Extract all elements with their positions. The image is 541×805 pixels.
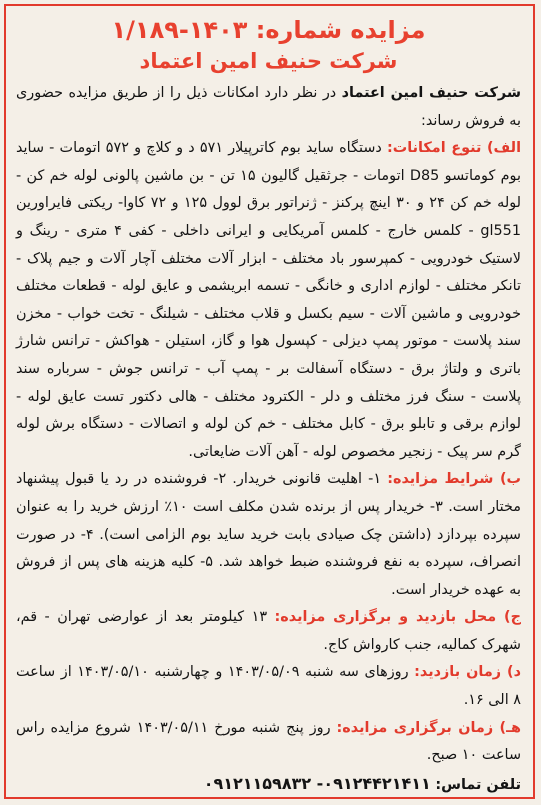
intro-text: در نظر دارد امکانات ذیل را از طریق مزایده حضوری به فروش رساند: [16, 85, 521, 129]
section-d-label: د) زمان بازدید: [414, 664, 522, 681]
contact-phones: ۰۹۱۲۴۴۲۱۴۱۱- ۰۹۱۲۱۱۵۹۸۳۲ [203, 773, 431, 793]
section-b-paragraph [16, 466, 521, 604]
section-d-text: روزهای سه شنبه ۱۴۰۳/۰۵/۰۹ و چهارشنبه ۱۴۰۳/۰۵/۱۰ از ساعت ۸ الی ۱۶. [16, 664, 521, 709]
notice-title: مزایده شماره: ۱۴۰۳-۱/۱۸۹ [111, 16, 426, 44]
auction-notice [4, 4, 535, 799]
section-e-paragraph [16, 715, 521, 770]
section-b-label: ب) شرایط مزایده: [387, 471, 522, 488]
section-e-label: هـ) زمان برگزاری مزایده: [336, 719, 521, 736]
section-b-text: ۱- اهلیت قانونی خریدار. ۲- فروشنده در رد یا قبول پیشنهاد مختار است. ۳- خریدار پس از برنده شدن مکلف است ۱۰٪ ارزش خرید را به عنوان سپرده بپردازد (داشتن چک صیادی بابت خرید ساید بوم الزامی است). ۴- در صورت انصراف، سپرده به نفع فروشنده ضبط خواهد شد. ۵- کلیه هزینه های پس از فروش به عهده خریدار است. [16, 471, 522, 598]
intro-company: شرکت حنیف امین اعتماد [341, 85, 521, 101]
section-c-paragraph [16, 604, 521, 659]
section-e-text: روز پنج شنبه مورخ ۱۴۰۳/۰۵/۱۱ شروع مزایده راس ساعت ۱۰ صبح. [16, 719, 521, 764]
section-c-text: ۱۳ کیلومتر بعد از عوارضی تهران - قم، شهرک کمالیه، جنب کارواش کاج. [16, 609, 521, 653]
section-d-paragraph [16, 659, 521, 714]
contact-line [16, 770, 521, 799]
company-name-heading: شرکت حنیف امین اعتماد [139, 49, 398, 73]
section-a-paragraph [16, 135, 521, 466]
contact-label: تلفن تماس: [435, 776, 521, 793]
notice-body [16, 80, 521, 770]
intro-paragraph [16, 80, 521, 135]
section-c-label: ج) محل بازدید و برگزاری مزایده: [274, 609, 521, 626]
section-a-label: الف) تنوع امکانات: [387, 140, 522, 157]
section-a-text: دستگاه ساید بوم کاترپیلار ۵۷۱ د و کلاچ و ۵۷۲ اتومات - ساید بوم کوماتسو D85 اتومات - جرثقیل گالیون ۱۵ تن - بن ماشین پالونی لوله خم کن - لوله خم کن ۲۴ و ۳۰ اینچ پرکنز - ژنراتور برق لوول ۱۲۵ و ۷۲ کاوا- ریکتی فایراورین gl551 - کلمس خارج - کلمس آمریکایی و ایرانی داخلی - کفی ۴ متری - رینگ و لاستیک خودرویی - کمپرسور باد مختلف - ابزار آلات مختلف آچار آلات و جیم پلاک - تانکر مختلف - لوازم اداری و خانگی - تسمه ابریشمی و عایق لوله - قطعات مختلف خودرویی و ماشین آلات - سیم بکسل و قلاب مختلف - شیلنگ - تخت خواب - مخزن سند پلاست - موتور پمپ دیزلی - کپسول هوا و گاز، استیلن - هواکش - ترانس شارژ باتری و ولتاژ برق - دستگاه آسفالت بر - پمپ آب - ترانس جوش - سرباره سند پلاست - سنگ فرز مختلف و دلر - الکترود مختلف - هالی دکتور تست عایق لوله - لوازم برقی و تابلو برق - کابل مختلف - خم کن لوله و اتصالات - دستگاه برش لوله گرم سر پیک - زنجیر مخصوص لوله - آهن آلات ضایعاتی. [16, 140, 522, 460]
